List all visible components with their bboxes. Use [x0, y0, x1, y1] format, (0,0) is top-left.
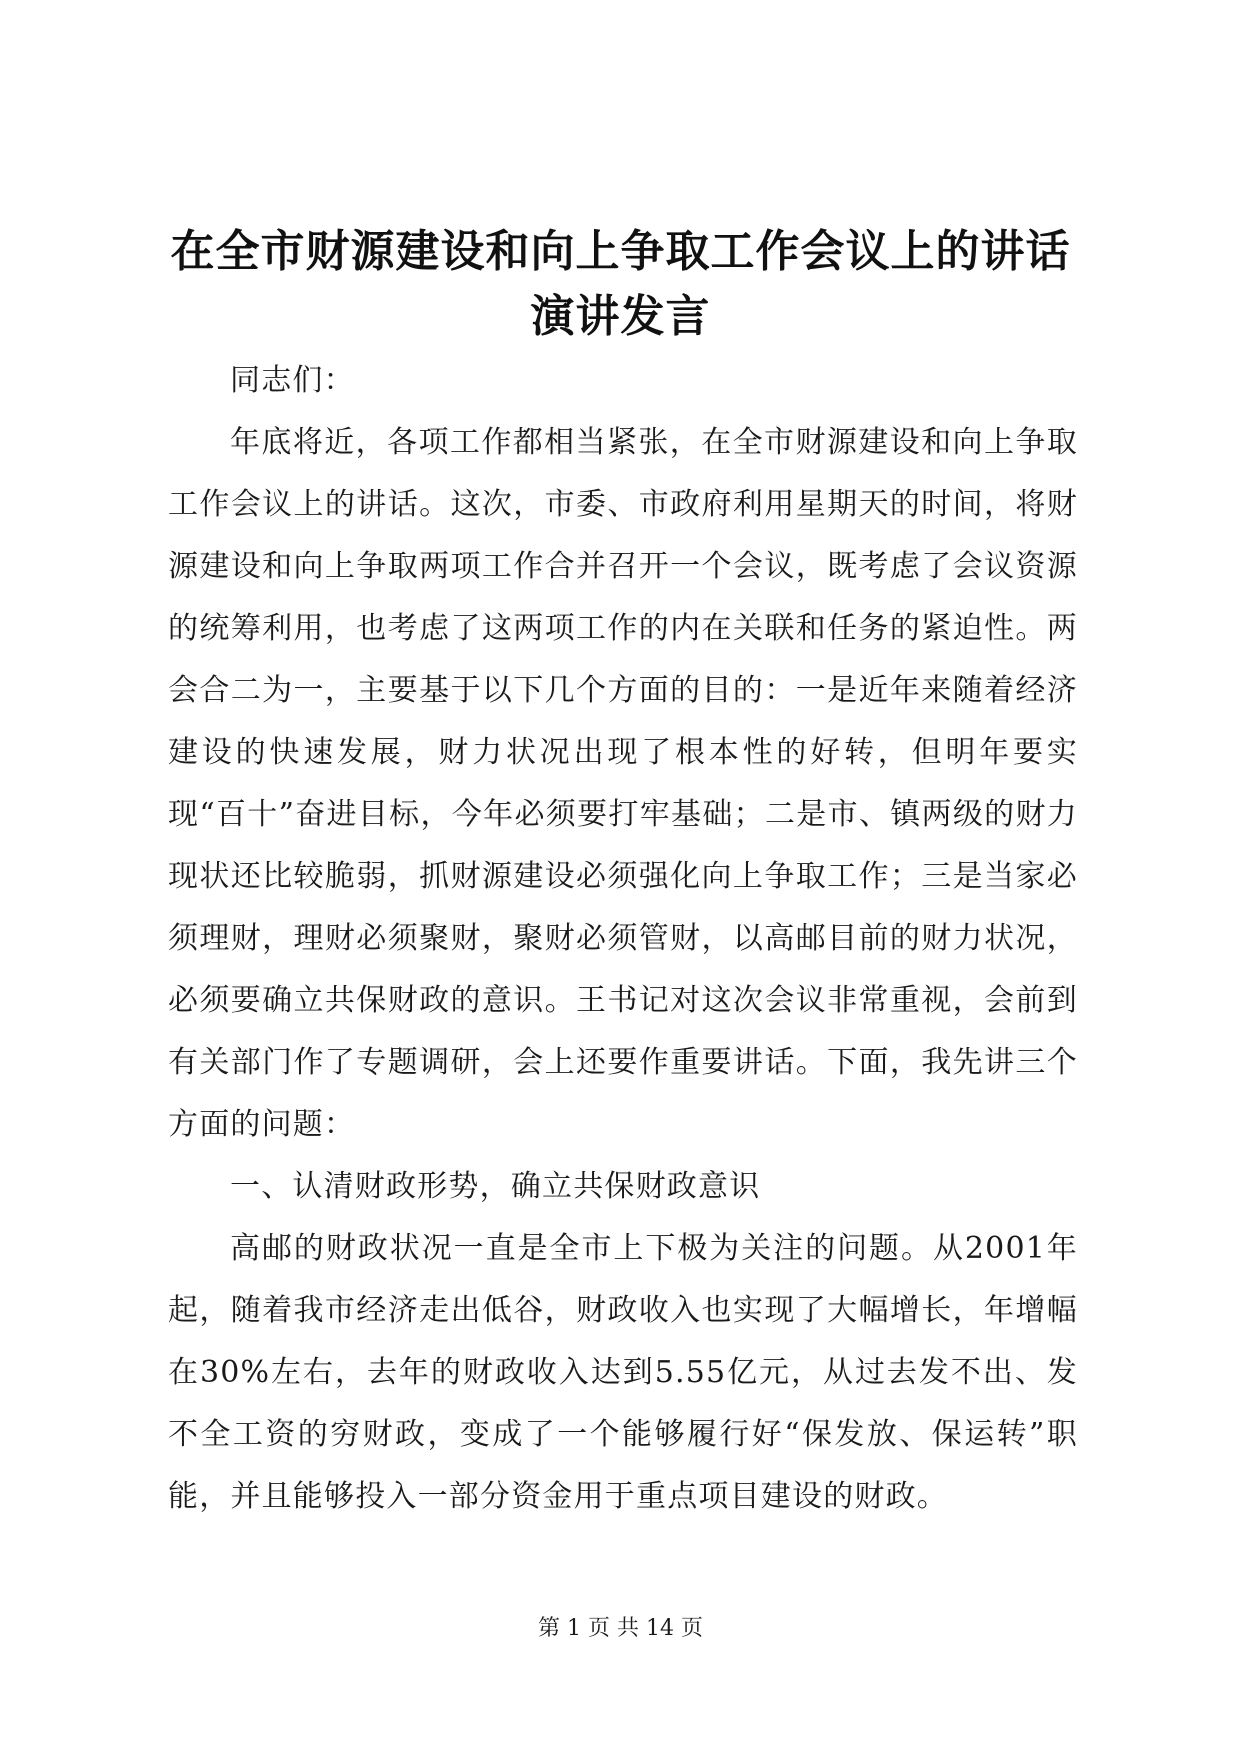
page-number-footer: 第 1 页 共 14 页	[538, 1616, 703, 1641]
section-heading-1: 一、认清财政形势，确立共保财政意识	[230, 1169, 761, 1204]
document-title-line1: 在全市财源建设和向上争取工作会议上的讲话	[170, 226, 1071, 277]
document-title-line2: 演讲发言	[530, 291, 711, 342]
finance-paragraph: 高邮的财政状况一直是全市上下极为关注的问题。从2001年起，随着我市经济走出低谷，财政收入也实现了大幅增长，年增幅在30%左右，去年的财政收入达到5.55亿元，从过去发不出、发不全工资的穷财政，变成了一个能够履行好“保发放、保运转”职能，并且能够投入一部分资金用于重点项目建设的财政。	[168, 1231, 1078, 1514]
intro-paragraph: 年底将近，各项工作都相当紧张，在全市财源建设和向上争取工作会议上的讲话。这次，市委、市政府利用星期天的时间，将财源建设和向上争取两项工作合并召开一个会议，既考虑了会议资源的统筹利用，也考虑了这两项工作的内在关联和任务的紧迫性。两会合二为一，主要基于以下几个方面的目的：一是近年来随着经济建设的快速发展，财力状况出现了根本性的好转，但明年要实现“百十”奋进目标，今年必须要打牢基础；二是市、镇两级的财力现状还比较脆弱，抓财源建设必须强化向上争取工作；三是当家必须理财，理财必须聚财，聚财必须管财，以高邮目前的财力状况，必须要确立共保财政的意识。王书记对这次会议非常重视，会前到有关部门作了专题调研，会上还要作重要讲话。下面，我先讲三个方面的问题：	[168, 425, 1078, 1142]
salutation-paragraph: 同志们：	[230, 363, 355, 398]
document-body	[168, 350, 1078, 1528]
